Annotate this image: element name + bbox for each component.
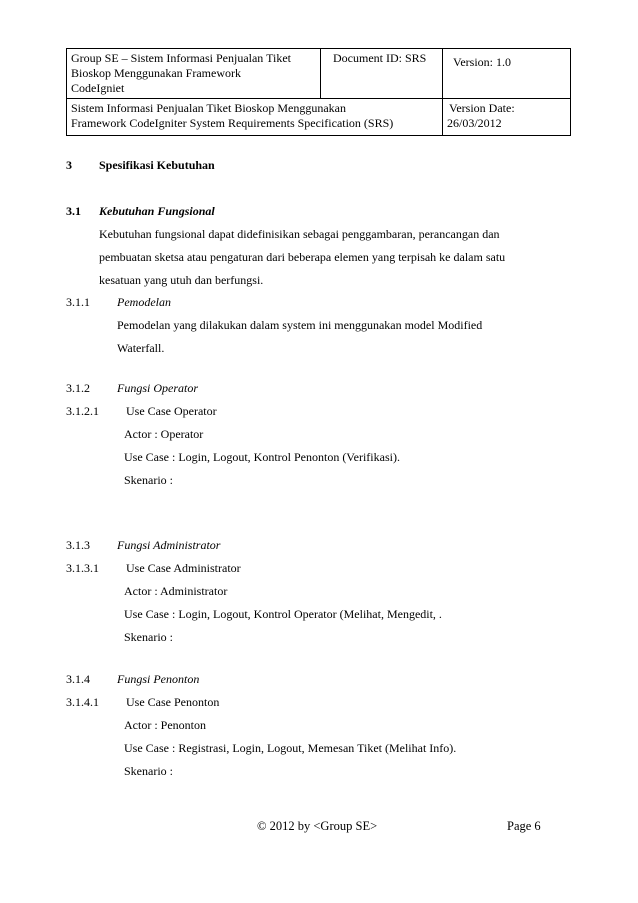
- header-subtitle-line-1: Sistem Informasi Penjualan Tiket Bioskop Menggunakan: [71, 101, 346, 115]
- section-3-1-number: 3.1: [66, 204, 81, 218]
- document-header-table: [66, 48, 571, 136]
- section-3-1-1-number: 3.1.1: [66, 295, 90, 309]
- section-3-1-4-1-number: 3.1.4.1: [66, 695, 99, 709]
- section-3-1-2-title: Fungsi Operator: [117, 381, 198, 395]
- header-title-line-1: Group SE – Sistem Informasi Penjualan Tiket: [71, 51, 291, 65]
- section-3-1-3-number: 3.1.3: [66, 538, 90, 552]
- header-doc-id-cell: [321, 49, 443, 99]
- header-version-date-cell: [443, 99, 571, 136]
- section-3-1-4-number: 3.1.4: [66, 672, 90, 686]
- header-title-line-3: CodeIgniet: [71, 81, 125, 95]
- header-version: Version: 1.0: [453, 55, 511, 69]
- operator-actor: Actor : Operator: [124, 427, 204, 441]
- operator-skenario: Skenario :: [124, 473, 173, 487]
- section-3-1-2-1-title: Use Case Operator: [126, 404, 217, 418]
- header-doc-id: Document ID: SRS: [333, 51, 427, 65]
- section-3-1-title: Kebutuhan Fungsional: [99, 204, 215, 218]
- header-version-cell: [443, 49, 571, 99]
- penonton-actor: Actor : Penonton: [124, 718, 206, 732]
- penonton-use-case: Use Case : Registrasi, Login, Logout, Memesan Tiket (Melihat Info).: [124, 741, 457, 755]
- section-3-1-2-1-number: 3.1.2.1: [66, 404, 99, 418]
- section-3-1-4-title: Fungsi Penonton: [117, 672, 200, 686]
- header-subtitle-line-2: Framework CodeIgniter System Requirements Specification (SRS): [71, 116, 394, 130]
- section-3-title: Spesifikasi Kebutuhan: [99, 158, 215, 172]
- administrator-use-case: Use Case : Login, Logout, Kontrol Operator (Melihat, Mengedit, .: [124, 607, 442, 621]
- header-version-date-label: Version Date:: [449, 101, 515, 115]
- administrator-actor: Actor : Administrator: [124, 584, 228, 598]
- header-subtitle-cell: [67, 99, 443, 136]
- penonton-skenario: Skenario :: [124, 764, 173, 778]
- section-3-1-3-1-title: Use Case Administrator: [126, 561, 241, 575]
- section-3-1-para-line-2: pembuatan sketsa atau pengaturan dari beberapa elemen yang terpisah ke dalam satu: [99, 250, 506, 264]
- section-3-1-1-para-line-2: Waterfall.: [117, 341, 165, 355]
- operator-use-case: Use Case : Login, Logout, Kontrol Penonton (Verifikasi).: [124, 450, 400, 464]
- header-title-cell: [67, 49, 321, 99]
- section-3-1-para-line-1: Kebutuhan fungsional dapat didefinisikan sebagai penggambaran, perancangan dan: [99, 227, 500, 241]
- administrator-skenario: Skenario :: [124, 630, 173, 644]
- section-3-1-1-para-line-1: Pemodelan yang dilakukan dalam system ini menggunakan model Modified: [117, 318, 483, 332]
- section-3-1-4-1-title: Use Case Penonton: [126, 695, 220, 709]
- header-version-date: 26/03/2012: [447, 116, 502, 130]
- section-3-1-1-title: Pemodelan: [117, 295, 171, 309]
- footer-page-number: Page 6: [507, 819, 541, 833]
- section-3-1-para-line-3: kesatuan yang utuh dan berfungsi.: [99, 273, 264, 287]
- section-3-1-3-title: Fungsi Administrator: [117, 538, 221, 552]
- header-title-line-2: Bioskop Menggunakan Framework: [71, 66, 241, 80]
- section-3-1-2-number: 3.1.2: [66, 381, 90, 395]
- section-3-number: 3: [66, 158, 72, 172]
- section-3-1-3-1-number: 3.1.3.1: [66, 561, 99, 575]
- footer-copyright: © 2012 by <Group SE>: [257, 819, 378, 833]
